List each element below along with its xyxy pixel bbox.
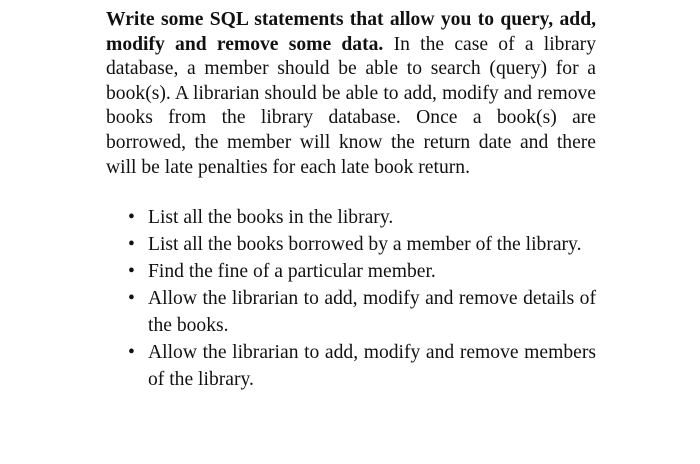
list-item-text: List all the books borrowed by a member of the library. bbox=[148, 234, 582, 256]
intro-text: In the case of a library database, a member should be able to search (query) for a book(s). A librarian should be able to add, modify and remove books from the library database. Once a book(s) are borrowed, the member will know the return date and there will be late penalties for each late book return. bbox=[106, 33, 596, 178]
bullet-icon: • bbox=[128, 288, 135, 310]
bullet-icon: • bbox=[128, 261, 135, 283]
bullet-icon: • bbox=[128, 342, 135, 364]
list-item-text: List all the books in the library. bbox=[148, 207, 394, 229]
list-item-text: Find the fine of a particular member. bbox=[148, 261, 436, 283]
intro-paragraph bbox=[106, 8, 596, 180]
bullet-icon: • bbox=[128, 234, 135, 256]
list-item bbox=[106, 285, 596, 339]
list-item bbox=[106, 339, 596, 393]
document-body bbox=[106, 8, 596, 393]
bullet-icon: • bbox=[128, 207, 135, 229]
requirements-list bbox=[106, 204, 596, 393]
list-item bbox=[106, 231, 596, 258]
list-item bbox=[106, 258, 596, 285]
intro-bold-lead: Write some SQL statements that allow you to query, add, modify and remove some data. bbox=[106, 9, 596, 55]
list-item bbox=[106, 204, 596, 231]
list-item-text: Allow the librarian to add, modify and remove members of the library. bbox=[148, 342, 596, 391]
list-item-text: Allow the librarian to add, modify and remove details of the books. bbox=[148, 288, 596, 337]
